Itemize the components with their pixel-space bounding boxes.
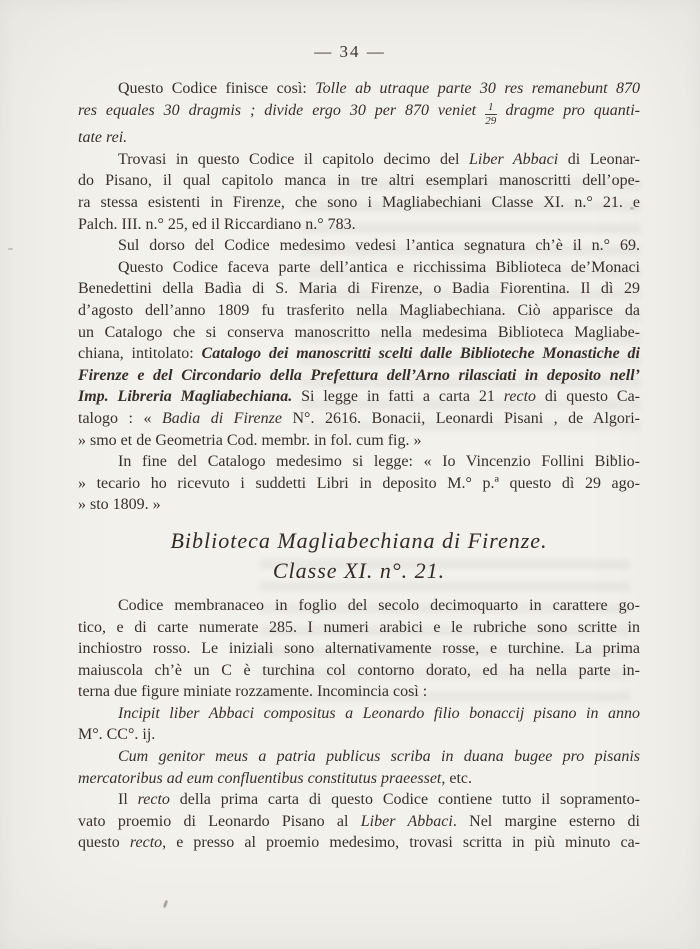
line-content	[118, 259, 640, 276]
text-line	[78, 257, 640, 279]
paragraph	[78, 149, 640, 235]
text-line	[78, 192, 640, 214]
paragraph	[78, 235, 640, 257]
text-line	[78, 811, 640, 833]
text-segment: Firenze e del Circondario della Prefettura dell’Arno rilasciati in deposito nell’	[78, 366, 640, 384]
text-segment: d’agosto dell’anno 1809 fu trasferito nella Magliabechiana. Ciò apparisce da	[78, 301, 640, 319]
line-content	[78, 496, 161, 513]
scan-speck	[163, 900, 169, 909]
line-content	[273, 558, 445, 583]
line-content	[78, 367, 640, 384]
text-segment: N°. 2616. Bonacii, Leonardi Pisani , de Algori-	[281, 409, 640, 427]
text-line	[78, 100, 640, 128]
line-content	[78, 410, 640, 427]
text-line	[78, 365, 640, 387]
heading-line	[78, 556, 640, 586]
paragraph	[78, 746, 640, 789]
paragraph	[78, 703, 640, 746]
text-segment: chiana, intitolato:	[78, 345, 202, 363]
text-segment: recto	[137, 791, 170, 809]
line-content	[170, 528, 547, 553]
line-content	[118, 151, 640, 168]
line-content	[78, 324, 640, 341]
line-content	[118, 237, 640, 254]
text-segment: Badia di Firenze	[161, 409, 282, 427]
text-segment: Imp. Libreria Magliabechiana.	[78, 388, 293, 406]
text-line	[78, 473, 640, 495]
line-content	[78, 726, 155, 743]
text-segment: M°. CC°. ij.	[78, 726, 156, 744]
text-segment: Il	[118, 791, 138, 809]
text-segment: della prima carta di questo Codice contiene tutto il sopramento-	[169, 791, 640, 809]
text-segment: vato proemio di Leonardo Pisano al	[78, 812, 361, 830]
text-segment: terna due figure miniate rozzamente. Incomincia così :	[78, 683, 428, 701]
text-segment: Codice membranaceo in foglio del secolo decimoquarto in carattere go-	[118, 596, 640, 614]
section-heading	[78, 526, 640, 586]
paragraph	[78, 257, 640, 451]
text-line	[78, 638, 640, 660]
line-content	[78, 662, 640, 679]
text-segment: , etc.	[441, 769, 473, 787]
text-body	[0, 62, 700, 854]
text-line	[78, 724, 640, 746]
text-line	[78, 149, 640, 171]
line-content	[78, 302, 640, 319]
line-content	[118, 748, 640, 765]
text-line	[78, 322, 640, 344]
paragraph	[78, 451, 640, 516]
line-content	[78, 813, 640, 830]
line-content	[78, 475, 640, 492]
text-segment: tico, e di carte numerate 285. I numeri arabici e le rubriche sono scritte in	[78, 618, 640, 636]
text-segment: ra stessa esistenti in Firenze, che sono i Magliabechiani Classe XI. n.° 21. e	[78, 194, 640, 212]
text-segment: Cum genitor meus a patria publicus scriba in duana bugee pro pisanis	[118, 748, 640, 766]
fraction	[485, 101, 497, 127]
text-segment: Palch. III. n.° 25, ed il Riccardiano n.° 783.	[78, 215, 356, 233]
text-line	[78, 343, 640, 365]
line-content	[78, 388, 640, 405]
line-content	[118, 80, 640, 97]
text-segment: talogo : «	[78, 409, 162, 427]
text-segment: di Leonar-	[558, 150, 641, 168]
text-line	[78, 278, 640, 300]
line-content	[78, 216, 356, 233]
text-segment: maiuscola ch’è un C è turchina col contorno dorato, ed ha nella parte in-	[78, 661, 640, 679]
text-segment: Tolle ab utraque parte 30 res remanebunt 870	[315, 80, 641, 97]
text-segment: » tecario ho ricevuto i suddetti Libri in deposito M.° p.ª questo dì 29 ago-	[78, 474, 640, 492]
text-segment: un Catalogo che si conserva manoscritto nella medesima Biblioteca Magliabe-	[78, 323, 640, 341]
line-content	[78, 640, 640, 657]
text-segment: » sto 1809. »	[78, 496, 161, 514]
text-line	[78, 386, 640, 408]
text-line	[78, 451, 640, 473]
paragraph	[78, 595, 640, 703]
heading-line	[78, 526, 640, 556]
text-segment: Trovasi in questo Codice il capitolo decimo del	[118, 150, 470, 168]
line-content	[118, 453, 640, 470]
text-line	[78, 300, 640, 322]
text-segment: Benedettini della Badìa di S. Maria di Firenze, o Badia Fiorentina. Il dì 29	[78, 280, 640, 298]
text-line	[78, 660, 640, 682]
text-line	[78, 170, 640, 192]
text-line	[78, 746, 640, 768]
text-line	[78, 494, 640, 516]
text-line	[78, 832, 640, 854]
text-line	[78, 789, 640, 811]
text-segment: Si legge in fatti a carta 21	[292, 388, 504, 406]
text-segment: Classe XI. n°. 21.	[272, 557, 446, 583]
line-content	[78, 194, 640, 211]
line-content	[78, 770, 472, 787]
text-segment: mercatoribus ad eum confluentibus constitutus praeesset	[78, 769, 442, 787]
line-content	[78, 683, 427, 700]
page-number: — 34 —	[314, 42, 386, 61]
text-line	[78, 430, 640, 452]
text-line	[78, 595, 640, 617]
text-segment: dragme pro quanti-	[496, 101, 641, 119]
text-segment: recto	[129, 834, 163, 852]
text-line	[78, 768, 640, 790]
text-segment: Incipit liber Abbaci compositus a Leonardo filio bonaccij pisano in anno	[118, 704, 640, 722]
text-segment: Liber Abbaci	[360, 812, 453, 830]
text-line	[78, 235, 640, 257]
text-segment: res equales 30 dragmis ; divide ergo 30 per 870 veniet	[78, 101, 486, 119]
text-segment: Liber Abbaci	[469, 150, 559, 168]
text-segment: Biblioteca Magliabechiana di Firenze.	[170, 527, 548, 553]
text-segment: questo	[78, 834, 130, 852]
text-segment: Questo Codice finisce così:	[118, 80, 316, 97]
text-segment: . Nel margine esterno di	[452, 812, 640, 830]
text-line	[78, 214, 640, 236]
text-line	[78, 617, 640, 639]
text-line	[78, 127, 640, 149]
line-content	[78, 172, 640, 189]
line-content	[78, 280, 640, 297]
text-line	[78, 78, 640, 100]
fraction-numerator: 1	[485, 101, 497, 115]
text-segment: Sul dorso del Codice medesimo vedesi l’antica segnatura ch’è il n.° 69.	[118, 237, 640, 255]
paragraph	[78, 789, 640, 854]
text-segment: » smo et de Geometria Cod. membr. in fol. cum fig. »	[78, 431, 422, 449]
line-content	[78, 619, 640, 636]
text-segment: do Pisano, il qual capitolo manca in tre altri esemplari manoscritti dell’ope-	[78, 172, 640, 190]
line-content	[78, 345, 640, 362]
text-line	[78, 408, 640, 430]
line-content	[78, 834, 640, 851]
line-content	[78, 129, 127, 146]
text-line	[78, 681, 640, 703]
line-content	[118, 705, 640, 722]
text-segment: , e presso al proemio medesimo, trovasi scritta in più minuto ca-	[162, 834, 641, 852]
text-segment: recto	[503, 388, 537, 406]
paragraph	[78, 78, 640, 149]
fraction-denominator: 29	[485, 114, 497, 127]
text-segment: di questo Ca-	[536, 388, 641, 406]
text-segment: Catalogo dei manoscritti scelti dalle Biblioteche Monastiche di	[201, 345, 640, 363]
line-content	[78, 432, 422, 449]
line-content	[118, 597, 640, 614]
text-segment: tate rei.	[78, 129, 128, 147]
text-segment: inchiostro rosso. Le iniziali sono alternativamente rosse, e turchine. La prima	[78, 640, 640, 658]
text-segment: Questo Codice faceva parte dell’antica e ricchissima Biblioteca de’Monaci	[118, 258, 640, 276]
text-line	[78, 703, 640, 725]
line-content	[118, 791, 640, 808]
text-segment: In fine del Catalogo medesimo si legge: « Io Vincenzio Follini Biblio-	[118, 453, 640, 471]
line-content	[78, 100, 641, 127]
